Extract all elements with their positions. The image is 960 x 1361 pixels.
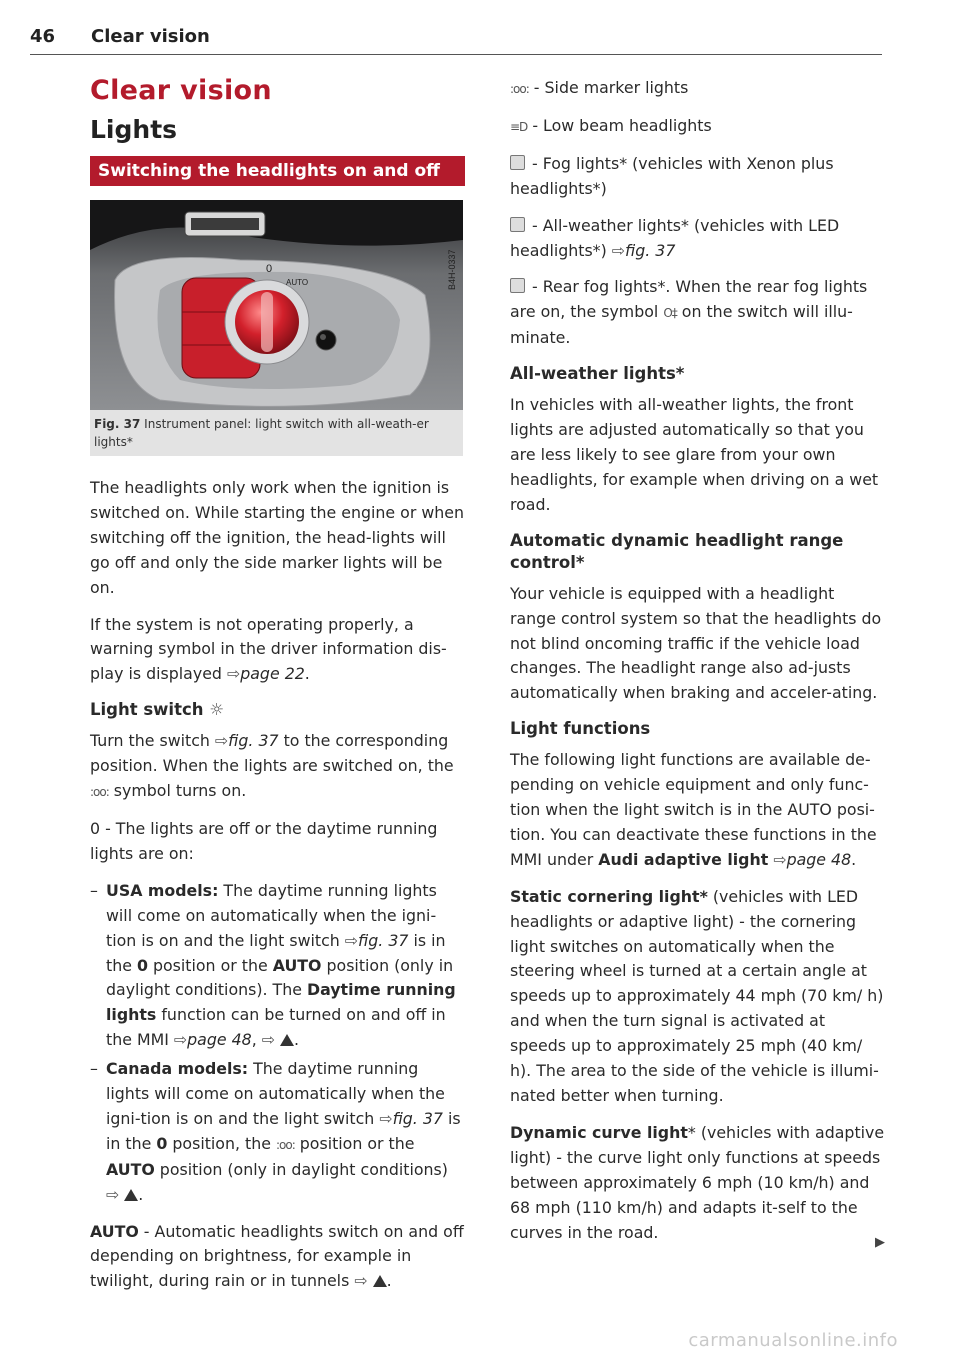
paragraph-light-functions [510,748,885,873]
paragraph-warning [90,613,465,688]
label: Dynamic curve light [510,1122,688,1142]
topic-bar: Switching the headlights on and off [90,156,465,186]
item-fog [510,152,885,202]
heading-text: Light switch [90,700,204,720]
paragraph-zero-position: 0 - The lights are off or the daytime running lights are on: [90,818,438,863]
text: - All-weather lights* (vehicles with LED headlights*) [510,215,840,260]
label: 0 [136,955,148,975]
light-sun-icon: ☼ [209,700,225,720]
figure-reference[interactable]: fig. 37 [358,930,409,950]
switch-label-auto: AUTO [286,278,309,287]
label: AUTO [106,1159,155,1179]
text: * (vehicles with adaptive light) - the curve light only functions at speeds between approximately 6 mph (10 km/h) and 68 mph (110 km/h) and adapts it-self to the curves in the road. [510,1122,885,1242]
paragraph-ignition: The headlights only work when the ignition is switched on. While starting the engine or when switching off the ignition, the head-lights will go off and only the side marker lights will be on. [90,478,464,597]
reference-arrow-icon: ⇨ [354,1271,368,1291]
item-low-beam [510,114,885,140]
figure-reference[interactable]: fig. 37 [228,731,279,751]
page-reference[interactable]: page 22 [240,664,305,684]
text: . [294,1030,300,1050]
text: , [251,1030,262,1050]
rear-fog-light-icon: O‡ [663,306,677,321]
list-item-canada [90,1057,465,1207]
watermark: carmanualsonline.info [688,1330,898,1351]
text: - Side marker lights [528,78,689,97]
heading-all-weather: All-weather lights* [510,364,685,384]
reference-arrow-icon: ⇨ [344,930,359,950]
label: 0 [156,1133,168,1153]
paragraph-all-weather: In vehicles with all-weather lights, the front lights are adjusted automatically so that you are less likely to see glare from your own headlights, for example when driving on a wet road. [510,395,879,514]
text: position, the [167,1133,276,1153]
text: The daytime running lights will come on automatically when the igni-tion is on and the light switch [106,880,437,950]
label: Static cornering light* [510,886,708,906]
text: function can be turned on and off in the MMI [106,1005,446,1050]
label: Audi adaptive light [598,849,769,869]
paragraph-auto [90,1220,465,1295]
text: position (only in daylight conditions). The [106,955,454,1000]
warning-triangle-icon[interactable] [280,1034,294,1046]
switch-label-zero: 0 [266,263,273,275]
side-marker-icon: :oo: [510,82,529,96]
figure-label: Fig. 37 [94,417,141,431]
text: - Low beam headlights [527,115,712,135]
heading-light-functions: Light functions [510,719,651,739]
page-number: 46 [30,26,56,47]
warning-triangle-icon[interactable] [373,1275,387,1287]
side-marker-icon: :oo: [275,1137,295,1152]
paragraph-static-cornering [510,885,885,1109]
paragraph-turn-switch [90,729,465,805]
page-header [30,24,882,55]
text: . [851,849,857,869]
left-column [90,74,465,1306]
running-title: Clear vision [91,26,210,47]
reference-arrow-icon: ⇨ [226,664,241,684]
text: - Fog lights* (vehicles with Xenon plus headlights*) [510,153,834,198]
rear-fog-light-icon [510,278,525,293]
text: . [304,664,310,684]
all-weather-light-icon [510,217,525,232]
section-title: Clear vision [90,75,272,106]
reference-arrow-icon: ⇨ [261,1030,276,1050]
list-item-usa [90,879,465,1053]
text: (vehicles with LED headlights or adaptive light) - the cornering light switches on automatically when the steering wheel is turned at a certain angle at speeds up to approximately 44 mph (70 km/ h) and when the turn signal is activated at speeds up to approximately 25 mph (40 km/ h). The area to the side of the vehicle is illumi-nated better when turning. [510,886,884,1105]
heading-range-control: Automatic dynamic headlight range control* [510,530,844,572]
page-reference[interactable]: page 48 [786,849,852,869]
figure-caption [90,410,463,456]
reference-arrow-icon: ⇨ [106,1184,120,1204]
text: is in the [106,930,446,975]
reference-arrow-icon: ⇨ [773,849,787,869]
text: The daytime running lights will come on automatically when the igni-tion is on and the light switch [106,1059,445,1128]
low-beam-icon: ≡D [510,119,528,134]
paragraph-range-control: Your vehicle is equipped with a headlight range control system so that the headlights do not blind oncoming traffic if the vehicle load changes. The headlight range also ad-justs automatically when braking and acceler-ating. [510,583,882,703]
text: position or the [294,1133,415,1153]
figure-reference[interactable]: fig. 37 [625,240,676,260]
page-reference[interactable]: page 48 [187,1030,252,1050]
text: on the switch will illu-minate. [510,302,853,348]
label: Daytime running lights [106,980,456,1025]
item-rear-fog [510,275,885,351]
label: AUTO [272,955,322,975]
text: to the corresponding position. When the lights are switched on, the [90,731,454,776]
paragraph-dynamic-curve [510,1121,885,1246]
label: USA models: [106,880,219,900]
text: Turn the switch [90,731,215,751]
figure-caption-text: Instrument panel: light switch with all-weath-er lights* [94,417,429,449]
text: . [386,1271,392,1291]
label: Canada models: [106,1059,249,1079]
figure-code: B4H-0337 [447,249,457,290]
subsection-title: Lights [90,115,178,144]
text: - Rear fog lights*. When the rear fog lights are on, the symbol [510,277,868,322]
right-column [510,76,885,1257]
light-switch-illustration [90,200,463,410]
light-switch-figure [90,200,463,410]
text: . [138,1184,144,1204]
reference-arrow-icon: ⇨ [379,1108,393,1128]
text: - Automatic headlights switch on and off depending on brightness, for example in twilight, during rain or in tunnels [90,1221,464,1291]
text: position or the [147,955,273,975]
figure-reference[interactable]: fig. 37 [392,1108,443,1128]
reference-arrow-icon: ⇨ [173,1030,188,1050]
reference-arrow-icon: ⇨ [611,240,626,260]
item-all-weather [510,214,885,264]
item-side-marker [510,76,885,102]
fog-light-icon [510,155,525,170]
text: is in the [106,1108,461,1153]
warning-triangle-icon[interactable] [124,1189,138,1201]
reference-arrow-icon: ⇨ [214,731,229,751]
text: The following light functions are available de-pending on vehicle equipment and only func-tion when the light switch is in the AUTO posi-tion. You can deactivate these functions in the MMI under [510,750,877,869]
label: AUTO [90,1221,139,1241]
text: symbol turns on. [108,781,247,801]
side-marker-icon: :oo: [90,785,109,800]
text: position (only in daylight conditions) [154,1159,448,1179]
next-page-icon[interactable]: ▶ [875,1234,885,1250]
text: If the system is not operating properly, a warning symbol in the driver information dis-play is displayed [90,614,447,684]
heading-light-switch [90,699,465,721]
